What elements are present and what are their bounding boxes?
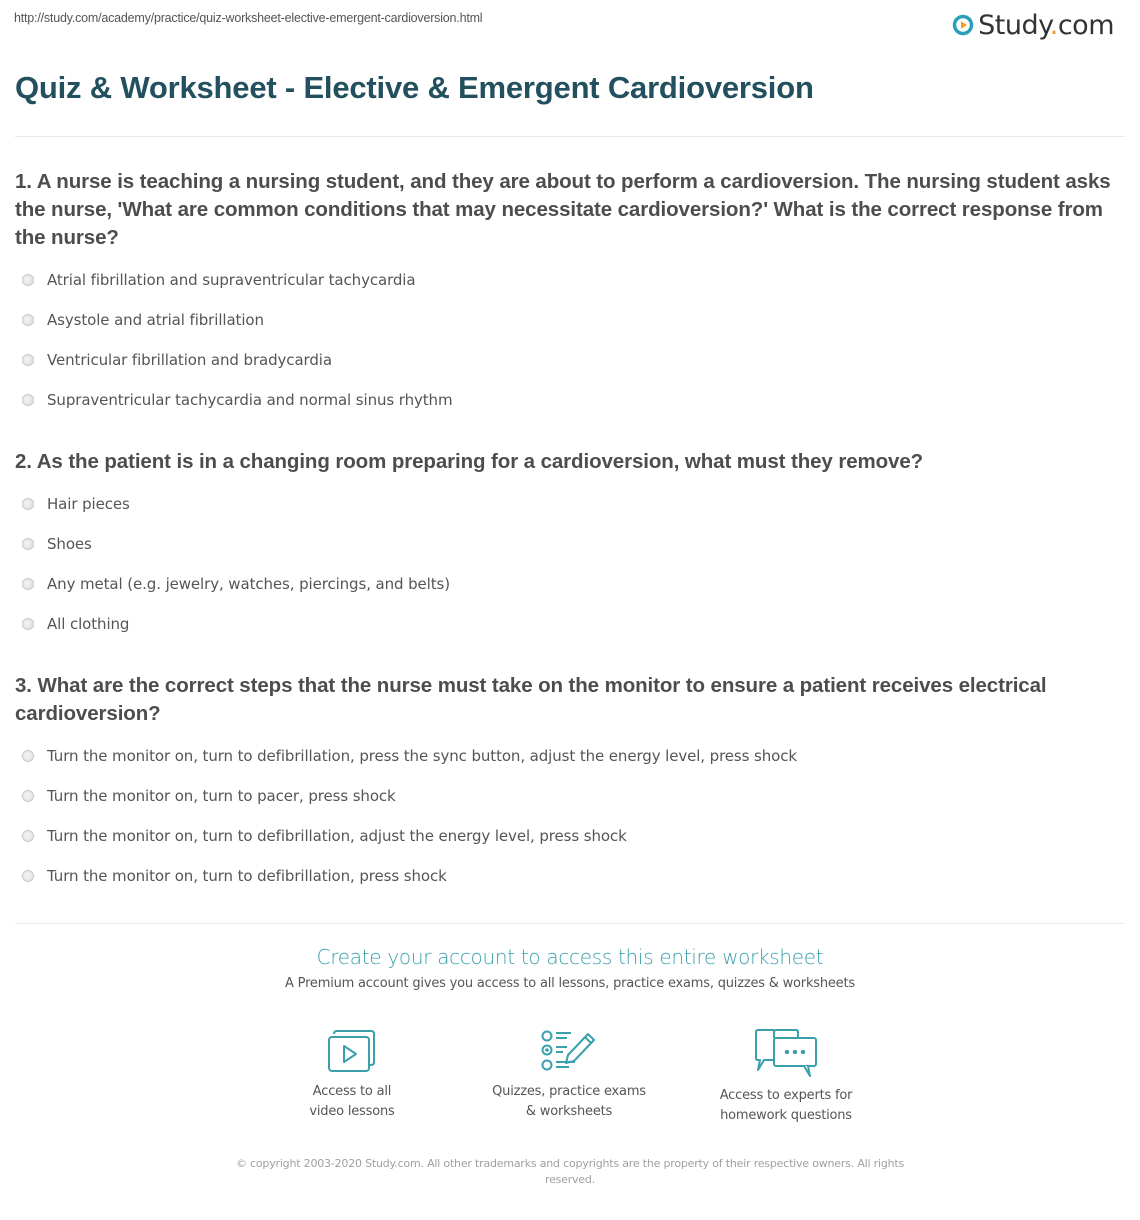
radio-button[interactable] — [22, 830, 34, 842]
radio-button[interactable] — [22, 314, 34, 326]
question-1-option-3[interactable]: Ventricular fibrillation and bradycardia — [22, 350, 332, 370]
question-1-text: 1. A nurse is teaching a nursing student, and they are about to perform a cardioversion. The nursing student asks the nurse, 'What are common conditions that may necessitate cardioversion?' What is the correct response from the nurse? — [15, 170, 1111, 249]
quiz-checklist-icon — [469, 1028, 669, 1074]
radio-button[interactable] — [22, 354, 34, 366]
radio-button[interactable] — [22, 618, 34, 630]
chat-bubbles-icon — [686, 1028, 886, 1078]
radio-button[interactable] — [22, 498, 34, 510]
video-lessons-icon — [252, 1028, 452, 1074]
question-2-option-4[interactable]: All clothing — [22, 614, 129, 634]
radio-button[interactable] — [22, 750, 34, 762]
feature-label: Access to experts for homework questions — [719, 1088, 853, 1123]
play-logo-icon — [952, 14, 974, 36]
feature-video-lessons — [252, 1028, 452, 1122]
question-2-option-1[interactable]: Hair pieces — [22, 494, 130, 514]
page-title: Quiz & Worksheet - Elective & Emergent Cardioversion — [15, 70, 814, 105]
radio-button[interactable] — [22, 790, 34, 802]
feature-quizzes — [469, 1028, 669, 1122]
question-3-text: 3. What are the correct steps that the nurse must take on the monitor to ensure a patient receives electrical cardioversion? — [15, 674, 1047, 725]
question-1-option-2[interactable]: Asystole and atrial fibrillation — [22, 310, 264, 330]
question-1-option-4[interactable]: Supraventricular tachycardia and normal sinus rhythm — [22, 390, 452, 410]
premium-description: A Premium account gives you access to all lessons, practice exams, quizzes & worksheets — [285, 976, 855, 991]
question-3-option-3[interactable]: Turn the monitor on, turn to defibrillation, adjust the energy level, press shock — [22, 826, 627, 846]
radio-button[interactable] — [22, 578, 34, 590]
copyright-notice: © copyright 2003-2020 Study.com. All other trademarks and copyrights are the property of their respective owners. All rights reserved. — [235, 1157, 905, 1186]
create-account-link[interactable]: Create your account to access this entire worksheet — [316, 945, 824, 969]
radio-button[interactable] — [22, 394, 34, 406]
feature-label: Quizzes, practice exams & worksheets — [492, 1084, 646, 1119]
logo-text: Study.com — [978, 9, 1114, 41]
radio-button[interactable] — [22, 538, 34, 550]
question-3-option-4[interactable]: Turn the monitor on, turn to defibrillation, press shock — [22, 866, 447, 886]
feature-experts — [686, 1028, 886, 1126]
divider — [15, 923, 1125, 924]
study-com-logo[interactable] — [952, 8, 1114, 42]
feature-label: Access to all video lessons — [309, 1084, 395, 1119]
radio-button[interactable] — [22, 870, 34, 882]
question-3-option-1[interactable]: Turn the monitor on, turn to defibrillation, press the sync button, adjust the energy level, press shock — [22, 746, 797, 766]
question-2-option-3[interactable]: Any metal (e.g. jewelry, watches, piercings, and belts) — [22, 574, 450, 594]
page-url: http://study.com/academy/practice/quiz-worksheet-elective-emergent-cardioversion.html — [14, 11, 483, 25]
radio-button[interactable] — [22, 274, 34, 286]
question-2-text: 2. As the patient is in a changing room preparing for a cardioversion, what must they remove? — [15, 450, 924, 473]
question-1-option-1[interactable]: Atrial fibrillation and supraventricular tachycardia — [22, 270, 415, 290]
divider — [15, 136, 1125, 137]
question-3-option-2[interactable]: Turn the monitor on, turn to pacer, press shock — [22, 786, 396, 806]
question-2-option-2[interactable]: Shoes — [22, 534, 92, 554]
